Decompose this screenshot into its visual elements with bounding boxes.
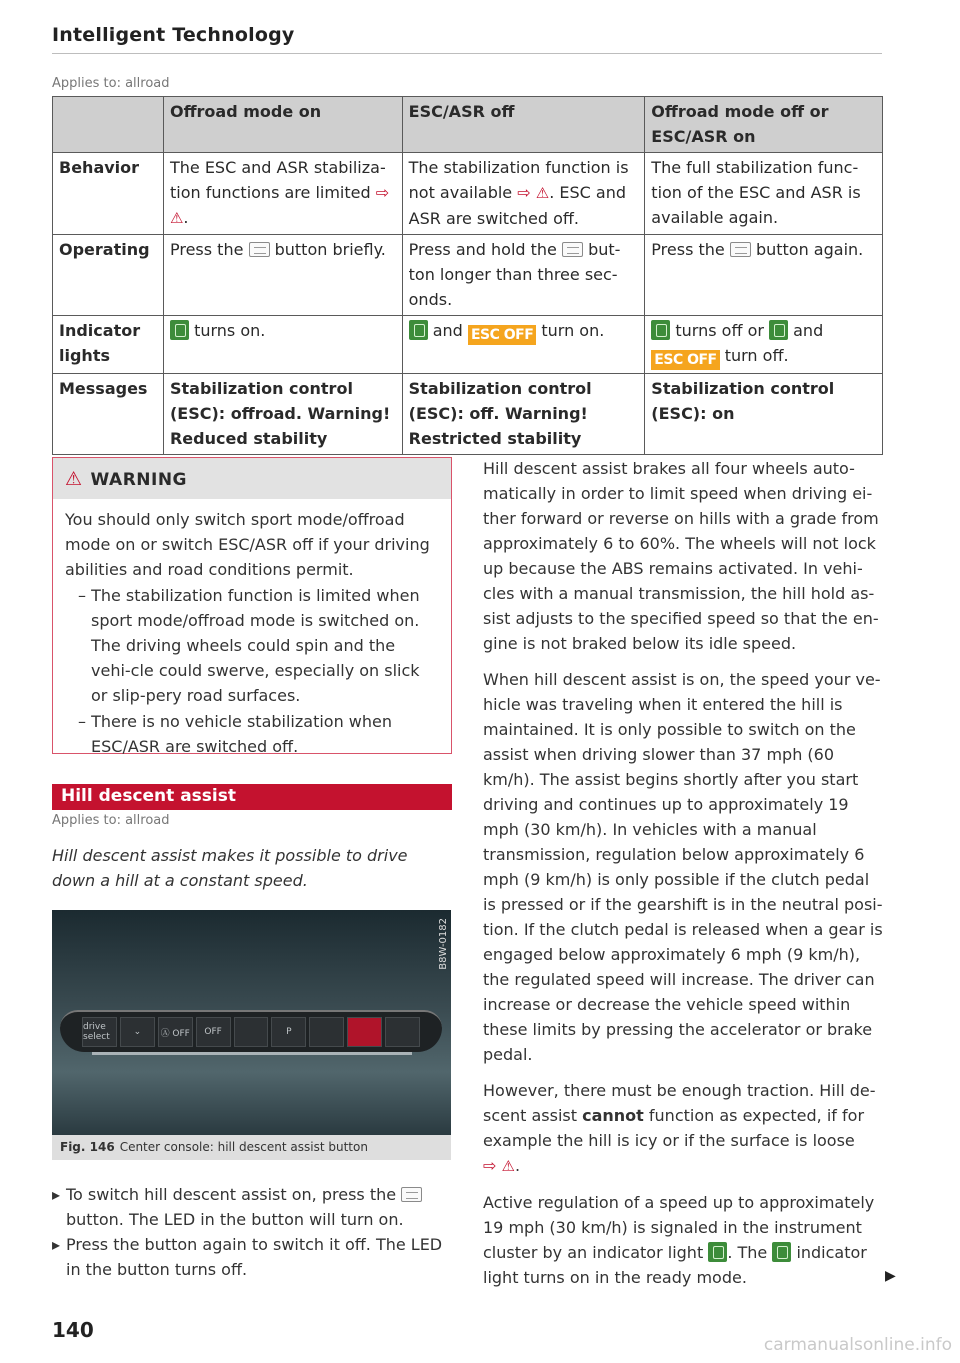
applies-to-label: Applies to: allroad: [52, 76, 170, 91]
table-cell: Press and hold the but-ton longer than three sec-onds.: [402, 235, 645, 316]
reference-arrow-icon: ⇨: [483, 1156, 497, 1175]
esc-off-button-icon: [562, 242, 583, 257]
figure-number: Fig. 146: [60, 1140, 115, 1154]
row-label: Indicator lights: [53, 316, 164, 374]
offroad-indicator-icon: [170, 320, 189, 340]
hill-descent-button-icon: [401, 1187, 422, 1202]
console-trim: [92, 1052, 412, 1055]
console-button: Ⓐ OFF: [158, 1017, 193, 1047]
center-console-figure: [52, 910, 451, 1135]
paragraph: Hill descent assist brakes all four wheels auto-matically in order to limit speed when driving ei-ther forward or reverse on hills with a grade from approximately 6 to 60%. The wheels will not lock up because the ABS remains activated. In vehi-cles with a manual transmission, the hill hold as-sist adjusts to the specified speed so that the en-gine is not braked below its idle speed.: [483, 459, 879, 653]
page-number: 140: [52, 1318, 94, 1342]
section-heading: Hill descent assist: [52, 784, 452, 810]
instruction-step: ▸ Press the button again to switch it off. The LED in the button turns off.: [52, 1232, 452, 1282]
hill-descent-button: [347, 1017, 382, 1047]
table-cell: Press the button briefly.: [163, 235, 402, 316]
instruction-steps: [52, 1182, 452, 1282]
table-row-operating: [53, 235, 883, 316]
paragraph: When hill descent assist is on, the speed your ve-hicle was traveling when it entered the hill is maintained. It is only possible to switch on the assist when driving slower than 37 mph (60 km/h). The assist begins shortly after you start driving and continues up to approximately 19 mph (30 km/h). In vehicles with a manual transmission, regulation below approximately 6 mph (9 km/h) is only possible if the clutch pedal is pressed or if the gearshift is in the neutral posi-tion. If the clutch pedal is released when a gear is engaged below approximately 6 mph (9 km/h), the regulated speed will increase. The driver can increase or decrease the vehicle speed within these limits by pressing the accelerator or brake pedal.: [483, 670, 883, 1064]
esc-off-indicator-icon: ESC OFF: [651, 350, 719, 370]
right-column-text: [483, 456, 883, 1301]
table-header-row: [53, 97, 883, 153]
warning-intro: You should only switch sport mode/offroad mode on or switch ESC/ASR off if your driving abilities and road conditions permit.: [65, 510, 430, 579]
warning-triangle-icon: ⚠: [169, 209, 184, 227]
table-header-cell: ESC/ASR off: [402, 97, 645, 153]
table-header-cell: Offroad mode off or ESC/ASR on: [645, 97, 883, 153]
section-title: Intelligent Technology: [52, 24, 295, 46]
table-cell: The ESC and ASR stabiliza-tion functions are limited ⇨ ⚠.: [163, 153, 402, 235]
row-label: Operating: [53, 235, 164, 316]
table-cell: turns off or and ESC OFF turn off.: [645, 316, 883, 374]
table-cell: Stabilization control (ESC): offroad. Warning! Reduced stability: [163, 374, 402, 455]
table-header-cell: Offroad mode on: [163, 97, 402, 153]
hill-descent-indicator-icon: [708, 1242, 727, 1262]
reference-arrow-icon: ⇨: [517, 183, 531, 202]
table-row-behavior: [53, 153, 883, 235]
row-label: Messages: [53, 374, 164, 455]
warning-title: WARNING: [90, 470, 188, 490]
continue-arrow-icon: ▶: [885, 1268, 896, 1284]
offroad-indicator-icon: [769, 320, 788, 340]
warning-header: [53, 458, 451, 499]
applies-to-label: Applies to: allroad: [52, 813, 170, 828]
table-cell: The full stabilization func-tion of the ESC and ASR is available again.: [645, 153, 883, 235]
stabilization-table: [52, 96, 883, 455]
console-button-strip: [60, 1010, 442, 1052]
console-button: [385, 1017, 420, 1047]
hill-descent-indicator-icon: [772, 1242, 791, 1262]
table-header-cell: [53, 97, 164, 153]
console-button: [309, 1017, 344, 1047]
paragraph: However, there must be enough traction. Hill de-scent assist cannot function as expected, if for example the hill is icy or if the surface is loose ⇨ ⚠.: [483, 1081, 876, 1175]
table-cell: turns on.: [163, 316, 402, 374]
esc-off-button-icon: [730, 242, 751, 257]
reference-arrow-icon: ⇨: [375, 183, 390, 202]
table-row-indicator: [53, 316, 883, 374]
esc-off-button-icon: [249, 242, 270, 257]
warning-item: – There is no vehicle stabilization when ESC/ASR are switched off.: [78, 712, 393, 756]
table-row-messages: [53, 374, 883, 455]
console-button: [234, 1017, 269, 1047]
figure-code: B8W-0182: [438, 918, 449, 970]
offroad-indicator-icon: [409, 320, 428, 340]
offroad-indicator-icon: [651, 320, 670, 340]
section-intro: Hill descent assist makes it possible to drive down a hill at a constant speed.: [52, 846, 408, 890]
warning-body: [53, 499, 451, 759]
table-cell: and ESC OFF turn on.: [402, 316, 645, 374]
console-button: ⌄: [120, 1017, 155, 1047]
table-cell: The stabilization function is not available ⇨ ⚠. ESC and ASR are switched off.: [402, 153, 645, 235]
page-header: [52, 24, 882, 54]
warning-triangle-icon: ⚠: [65, 468, 83, 490]
figure-caption-text: Center console: hill descent assist button: [119, 1140, 368, 1154]
row-label: Behavior: [53, 153, 164, 235]
warning-box: [52, 457, 452, 754]
warning-triangle-icon: ⚠: [501, 1157, 515, 1175]
warning-triangle-icon: ⚠: [535, 184, 550, 202]
warning-item: – The stabilization function is limited when sport mode/offroad mode is switched on. The driving wheels could spin and the vehi-cle could swerve, especially on slick or slip-pery road surfaces.: [78, 586, 420, 705]
table-cell: Stabilization control (ESC): on: [645, 374, 883, 455]
console-button: OFF: [196, 1017, 231, 1047]
table-cell: Press the button again.: [645, 235, 883, 316]
table-cell: Stabilization control (ESC): off. Warning! Restricted stability: [402, 374, 645, 455]
console-button: drive select: [82, 1017, 117, 1047]
console-button: P: [271, 1017, 306, 1047]
watermark: carmanualsonline.info: [763, 1335, 952, 1355]
figure-caption: [52, 1135, 451, 1160]
instruction-step: ▸ To switch hill descent assist on, press the button. The LED in the button will turn on.: [52, 1182, 452, 1232]
paragraph: Active regulation of a speed up to approximately 19 mph (30 km/h) is signaled in the instrument cluster by an indicator light . The indicator light turns on in the ready mode.: [483, 1193, 875, 1287]
esc-off-indicator-icon: ESC OFF: [468, 325, 536, 345]
